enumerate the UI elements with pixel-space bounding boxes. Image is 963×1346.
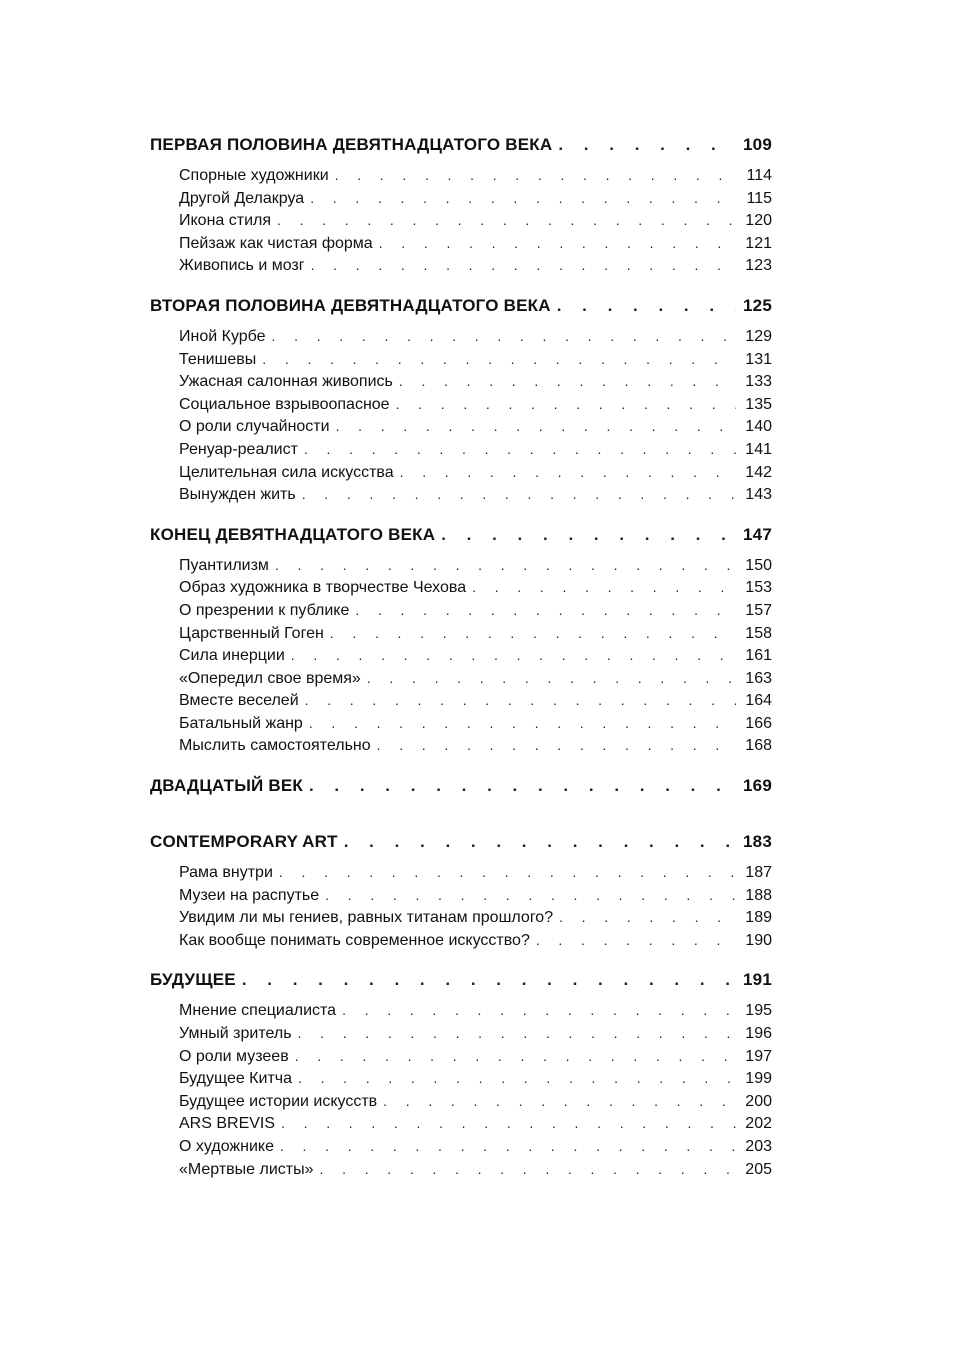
toc-entry[interactable] [150,1158,772,1181]
entry-page-number: 199 [745,1070,772,1088]
entry-page-number: 161 [745,647,772,665]
entry-title: Икона стиля [179,212,272,230]
entry-page-number: 168 [745,737,772,755]
entry-title: Увидим ли мы гениев, равных титанам прошлого? [179,909,554,927]
entry-title: Вместе веселей [179,692,299,710]
entry-title: Иной Курбе [179,327,266,345]
toc-entry[interactable] [150,438,772,461]
entry-page-number: 140 [745,418,772,436]
dot-leader [441,518,736,552]
entry-title: Рама внутри [179,864,273,882]
entry-title: Живопись и мозг [179,257,305,275]
entry-title: О роли музеев [179,1047,289,1065]
entry-title: Ужасная салонная живопись [179,373,393,391]
dot-leader [558,128,736,162]
toc-section [150,963,772,1192]
entry-page-number: 195 [745,1002,772,1020]
entry-page-number: 133 [745,373,772,391]
entry-page-number: 150 [745,556,772,574]
section-title: ВТОРАЯ ПОЛОВИНА ДЕВЯТНАДЦАТОГО ВЕКА [150,295,551,315]
dot-leader [311,254,736,277]
dot-leader [275,554,736,577]
entry-title: Пуантилизм [179,556,269,574]
toc-section [150,128,772,289]
toc-entry[interactable] [150,187,772,210]
toc-entry[interactable] [150,1135,772,1158]
dot-leader [344,825,736,859]
toc-entry[interactable] [150,393,772,416]
section-page-number: 191 [743,970,772,990]
toc-entry[interactable] [150,884,772,907]
entry-title: Мнение специалиста [179,1002,337,1020]
dot-leader [295,1045,736,1068]
dot-leader [336,415,736,438]
section-title: CONTEMPORARY ART [150,832,338,852]
entry-title: Тенишевы [179,350,257,368]
entry-page-number: 190 [745,931,772,949]
toc-subsection-list [150,859,772,963]
toc-entry[interactable] [150,483,772,506]
entry-title: О роли случайности [179,418,330,436]
dot-leader [367,667,736,690]
entry-page-number: 131 [745,350,772,368]
toc-entry[interactable] [150,689,772,712]
toc-entry[interactable] [150,370,772,393]
entry-title: ARS BREVIS [179,1115,276,1133]
entry-page-number: 123 [745,257,772,275]
entry-page-number: 163 [745,669,772,687]
entry-title: Умный зритель [179,1025,292,1043]
entry-title: Как вообще понимать современное искусство? [179,931,530,949]
toc-entry[interactable] [150,415,772,438]
dot-leader [379,232,736,255]
section-title: БУДУЩЕЕ [150,970,236,990]
entry-title: Будущее истории искусств [179,1092,378,1110]
entry-page-number: 166 [745,714,772,732]
dot-leader [242,963,736,997]
toc-entry[interactable] [150,254,772,277]
toc-subsection-list [150,323,772,518]
toc-entry[interactable] [150,576,772,599]
entry-title: Вынужден жить [179,486,296,504]
toc-entry[interactable] [150,667,772,690]
toc-subsection-list [150,552,772,769]
entry-page-number: 196 [745,1025,772,1043]
entry-page-number: 114 [746,167,772,184]
dot-leader [396,393,736,416]
toc-entry[interactable] [150,999,772,1022]
dot-leader [325,884,736,907]
toc-section-heading[interactable] [150,825,772,859]
toc-entry[interactable] [150,1022,772,1045]
dot-leader [279,861,736,884]
toc-entry[interactable] [150,554,772,577]
entry-page-number: 197 [745,1047,772,1065]
toc-subsection-list [150,162,772,289]
dot-leader [472,576,736,599]
toc-section-heading[interactable] [150,769,772,803]
toc-entry[interactable] [150,1090,772,1113]
entry-title: Будущее Китча [179,1070,292,1088]
dot-leader [298,1022,736,1045]
toc-entry[interactable] [150,712,772,735]
section-title: ДВАДЦАТЫЙ ВЕК [150,776,303,796]
entry-page-number: 187 [745,864,772,882]
entry-page-number: 158 [745,624,772,642]
entry-page-number: 202 [745,1115,772,1133]
dot-leader [298,1067,736,1090]
entry-title: Мыслить самостоятельно [179,737,371,755]
dot-leader [281,1112,736,1135]
toc-entry[interactable] [150,1112,772,1135]
toc-section [150,769,772,825]
entry-title: Ренуар-реалист [179,440,298,458]
entry-page-number: 164 [745,692,772,710]
entry-page-number: 203 [745,1138,772,1155]
dot-leader [377,734,736,757]
section-page-number: 125 [743,295,772,315]
entry-page-number: 141 [745,440,772,458]
dot-leader [291,644,736,667]
dot-leader [335,164,736,187]
entry-page-number: 188 [745,886,772,904]
dot-leader [302,483,736,506]
dot-leader [557,289,736,323]
section-page-number: 183 [743,832,772,852]
toc-entry[interactable] [150,325,772,348]
toc-entry[interactable] [150,461,772,484]
entry-title: О художнике [179,1138,274,1155]
toc-entry[interactable] [150,232,772,255]
entry-title: «Опередил свое время» [179,669,361,687]
dot-leader [330,622,736,645]
section-page-number: 109 [743,135,772,154]
entry-page-number: 143 [745,486,772,504]
entry-title: Сила инерции [179,647,285,665]
entry-title: «Мертвые листы» [179,1160,314,1178]
entry-page-number: 205 [745,1160,772,1178]
dot-leader [262,348,736,371]
toc-entry[interactable] [150,929,772,952]
toc-entry[interactable] [150,164,772,187]
section-title: ПЕРВАЯ ПОЛОВИНА ДЕВЯТНАДЦАТОГО ВЕКА [150,135,553,154]
entry-title: Музеи на распутье [179,886,320,904]
section-spacer [150,803,772,825]
toc-section [150,289,772,518]
toc-section [150,518,772,769]
toc-entry[interactable] [150,906,772,929]
dot-leader [304,438,736,461]
dot-leader [305,689,736,712]
toc-entry[interactable] [150,599,772,622]
entry-title: О презрении к публике [179,601,350,619]
toc-entry[interactable] [150,622,772,645]
entry-title: Спорные художники [179,167,329,184]
toc-section [150,825,772,963]
toc-entry[interactable] [150,1045,772,1068]
entry-page-number: 157 [745,601,772,619]
dot-leader [277,209,736,232]
toc-section-heading[interactable] [150,963,772,997]
entry-title: Образ художника в творчестве Чехова [179,579,467,597]
entry-page-number: 153 [745,579,772,597]
toc-entry[interactable] [150,734,772,757]
toc-section-heading[interactable] [150,289,772,323]
dot-leader [342,999,736,1022]
entry-title: Батальный жанр [179,714,303,732]
dot-leader [309,769,736,803]
toc-entry[interactable] [150,209,772,232]
toc-entry[interactable] [150,861,772,884]
entry-page-number: 142 [745,463,772,481]
entry-title: Другой Делакруа [179,189,305,207]
entry-title: Царственный Гоген [179,624,324,642]
section-title: КОНЕЦ ДЕВЯТНАДЦАТОГО ВЕКА [150,524,436,544]
toc-section-heading[interactable] [150,518,772,552]
entry-page-number: 189 [745,909,772,927]
dot-leader [559,906,736,929]
dot-leader [383,1090,736,1113]
entry-title: Целительная сила искусства [179,463,394,481]
dot-leader [309,712,736,735]
toc-section-heading[interactable] [150,128,772,162]
toc-subsection-list [150,997,772,1192]
dot-leader [536,929,736,952]
dot-leader [399,370,736,393]
table-of-contents [150,128,772,1192]
toc-entry[interactable] [150,1067,772,1090]
dot-leader [310,187,736,210]
section-page-number: 147 [743,524,772,544]
entry-page-number: 115 [746,189,772,207]
dot-leader [280,1135,736,1158]
dot-leader [355,599,736,622]
entry-title: Социальное взрывоопасное [179,395,390,413]
dot-leader [320,1158,736,1181]
entry-page-number: 200 [745,1092,772,1110]
entry-title: Пейзаж как чистая форма [179,234,373,252]
dot-leader [400,461,736,484]
toc-entry[interactable] [150,644,772,667]
entry-page-number: 135 [745,395,772,413]
dot-leader [272,325,736,348]
entry-page-number: 120 [745,212,772,230]
entry-page-number: 129 [745,327,772,345]
toc-entry[interactable] [150,348,772,371]
entry-page-number: 121 [745,234,772,252]
section-page-number: 169 [743,776,772,796]
